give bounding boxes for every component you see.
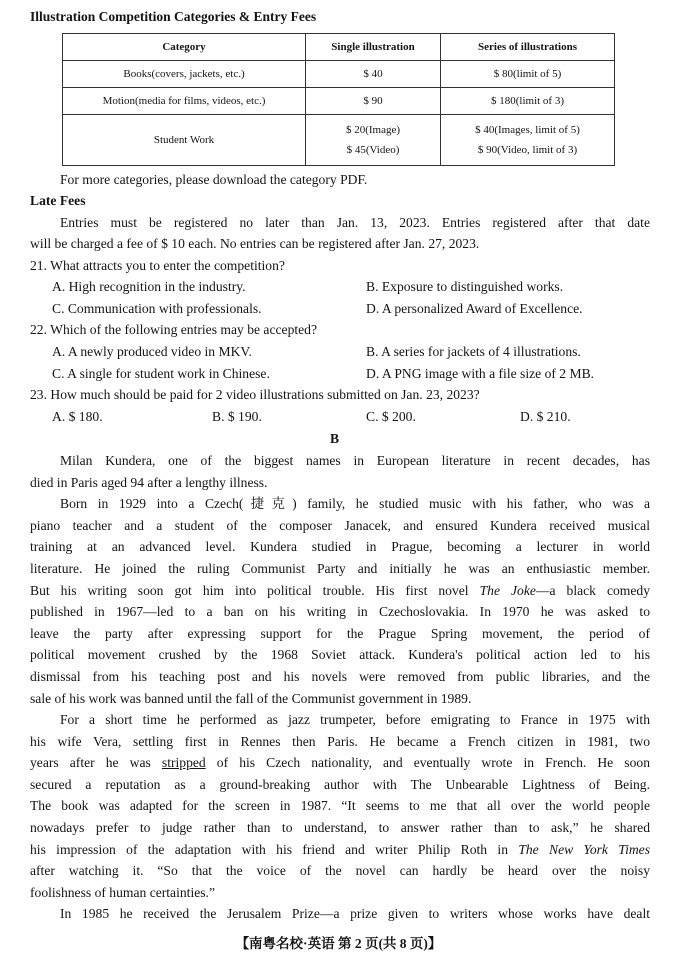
cell-single [306, 115, 441, 166]
page-footer: 【南粤名校·英语 第 2 页(共 8 页)】 [235, 936, 442, 951]
cell-series-images: $ 40(Images, limit of 5) [475, 124, 580, 136]
section-heading: Illustration Competition Categories & Entry Fees [30, 9, 317, 24]
passage-line: training at an advanced level. Kundera studied in Prague, becoming a lecturer in world [30, 539, 650, 554]
underlined-word-stripped: stripped [161, 755, 206, 770]
passage-line [30, 752, 650, 774]
passage-line [30, 839, 650, 861]
option-b: B. A series for jackets of 4 illustrations. [366, 344, 581, 359]
option-a: A. High recognition in the industry. [52, 279, 246, 294]
cell-category: Student Work [63, 115, 306, 166]
passage-line: The book was adapted for the screen in 1987. “It seems to me that all over the world people [30, 798, 650, 813]
option-c: C. Communication with professionals. [52, 301, 262, 316]
option-c: C. $ 200. [366, 409, 416, 424]
passage-line: literature. He joined the ruling Communist Party and initially he was an enthusiastic member. [30, 561, 650, 576]
passage-text: But his writing soon got him into political trouble. His first novel [30, 583, 480, 598]
cell-series-video: $ 90(Video, limit of 3) [477, 144, 578, 156]
table-row [63, 61, 615, 88]
header-category: Category [63, 34, 306, 61]
passage-line: piano teacher and a student of the composer Janacek, and ensured Kundera received musical [30, 518, 650, 533]
late-fees-line: Entries must be registered no later than Jan. 13, 2023. Entries registered after that date [60, 215, 650, 230]
cell-single-image: $ 20(Image) [345, 124, 401, 136]
question-stem: 22. Which of the following entries may be accepted? [30, 322, 318, 337]
option-d: D. A PNG image with a file size of 2 MB. [366, 366, 595, 381]
passage-text: his impression of the adaptation with his friend and writer Philip Roth in [30, 842, 519, 857]
passage-line: Milan Kundera, one of the biggest names in European literature in recent decades, has [60, 453, 650, 468]
question-stem: 21. What attracts you to enter the competition? [30, 258, 285, 273]
passage-line: sale of his work was banned until the fall of the Communist government in 1989. [30, 691, 472, 706]
late-fees-line: will be charged a fee of $ 10 each. No entries can be registered after Jan. 27, 2023. [30, 236, 480, 251]
section-b-label: B [330, 431, 340, 446]
passage-line: his wife Vera, settling first in Rennes then Paris. He became a French citizen in 1981, two [30, 734, 650, 749]
book-title-the-joke: The Joke [479, 583, 536, 598]
option-d: D. A personalized Award of Excellence. [366, 301, 583, 316]
option-b: B. $ 190. [212, 409, 262, 424]
passage-line: leave the party after expressing support for the Prague Spring movement, the period of [30, 626, 650, 641]
passage-line: Born in 1929 into a Czech(捷克) family, he studied music with his father, who was a [60, 496, 650, 511]
passage-line: died in Paris aged 94 after a lengthy illness. [30, 475, 268, 490]
option-c: C. A single for student work in Chinese. [52, 366, 270, 381]
question-stem: 23. How much should be paid for 2 video illustrations submitted on Jan. 23, 2023? [30, 387, 480, 402]
cell-series: $ 180(limit of 3) [441, 88, 615, 115]
passage-text: of his Czech nationality, and eventually wrote in French. He soon [205, 755, 650, 770]
header-single: Single illustration [306, 34, 441, 61]
passage-line [30, 580, 650, 602]
passage-line: dismissal from his teaching post and his novels were removed from public libraries, and the [30, 669, 650, 684]
table-row [63, 115, 615, 166]
table-header-row [63, 34, 615, 61]
table-row [63, 88, 615, 115]
cell-single-video: $ 45(Video) [346, 144, 400, 156]
option-d: D. $ 210. [520, 409, 571, 424]
cell-category: Motion(media for films, videos, etc.) [63, 88, 306, 115]
header-series: Series of illustrations [441, 34, 615, 61]
cell-series [441, 115, 615, 166]
option-b: B. Exposure to distinguished works. [366, 279, 564, 294]
fees-table [62, 33, 615, 166]
passage-line: In 1985 he received the Jerusalem Prize—a prize given to writers whose works have dealt [60, 906, 650, 921]
late-fees-title: Late Fees [30, 193, 86, 208]
passage-line: political movement crushed by the 1968 Soviet attack. Kundera's political action led to his [30, 647, 650, 662]
passage-line: after watching it. “So that the voice of the novel can hardly be heard over the noisy [30, 863, 650, 878]
newspaper-title: The New York Times [518, 842, 650, 857]
passage-line: published in 1967—led to a ban on his writing in Czechoslovakia. In 1970 he was asked to [30, 604, 650, 619]
option-a: A. $ 180. [52, 409, 103, 424]
passage-line: nowadays prefer to judge rather than to understand, to answer rather than to ask,” he shared [30, 820, 650, 835]
passage-line: foolishness of human certainties.” [30, 885, 215, 900]
cell-single: $ 40 [306, 61, 441, 88]
cell-category: Books(covers, jackets, etc.) [63, 61, 306, 88]
option-a: A. A newly produced video in MKV. [52, 344, 252, 359]
passage-text: years after he was [30, 755, 162, 770]
passage-text: —a black comedy [535, 583, 650, 598]
cell-single: $ 90 [306, 88, 441, 115]
more-categories-note: For more categories, please download the category PDF. [60, 172, 368, 187]
cell-series: $ 80(limit of 5) [441, 61, 615, 88]
passage-line: For a short time he performed as jazz trumpeter, before emigrating to France in 1975 with [60, 712, 650, 727]
passage-line: secured a reputation as a ground-breaking author with The Unbearable Lightness of Being. [30, 777, 650, 792]
